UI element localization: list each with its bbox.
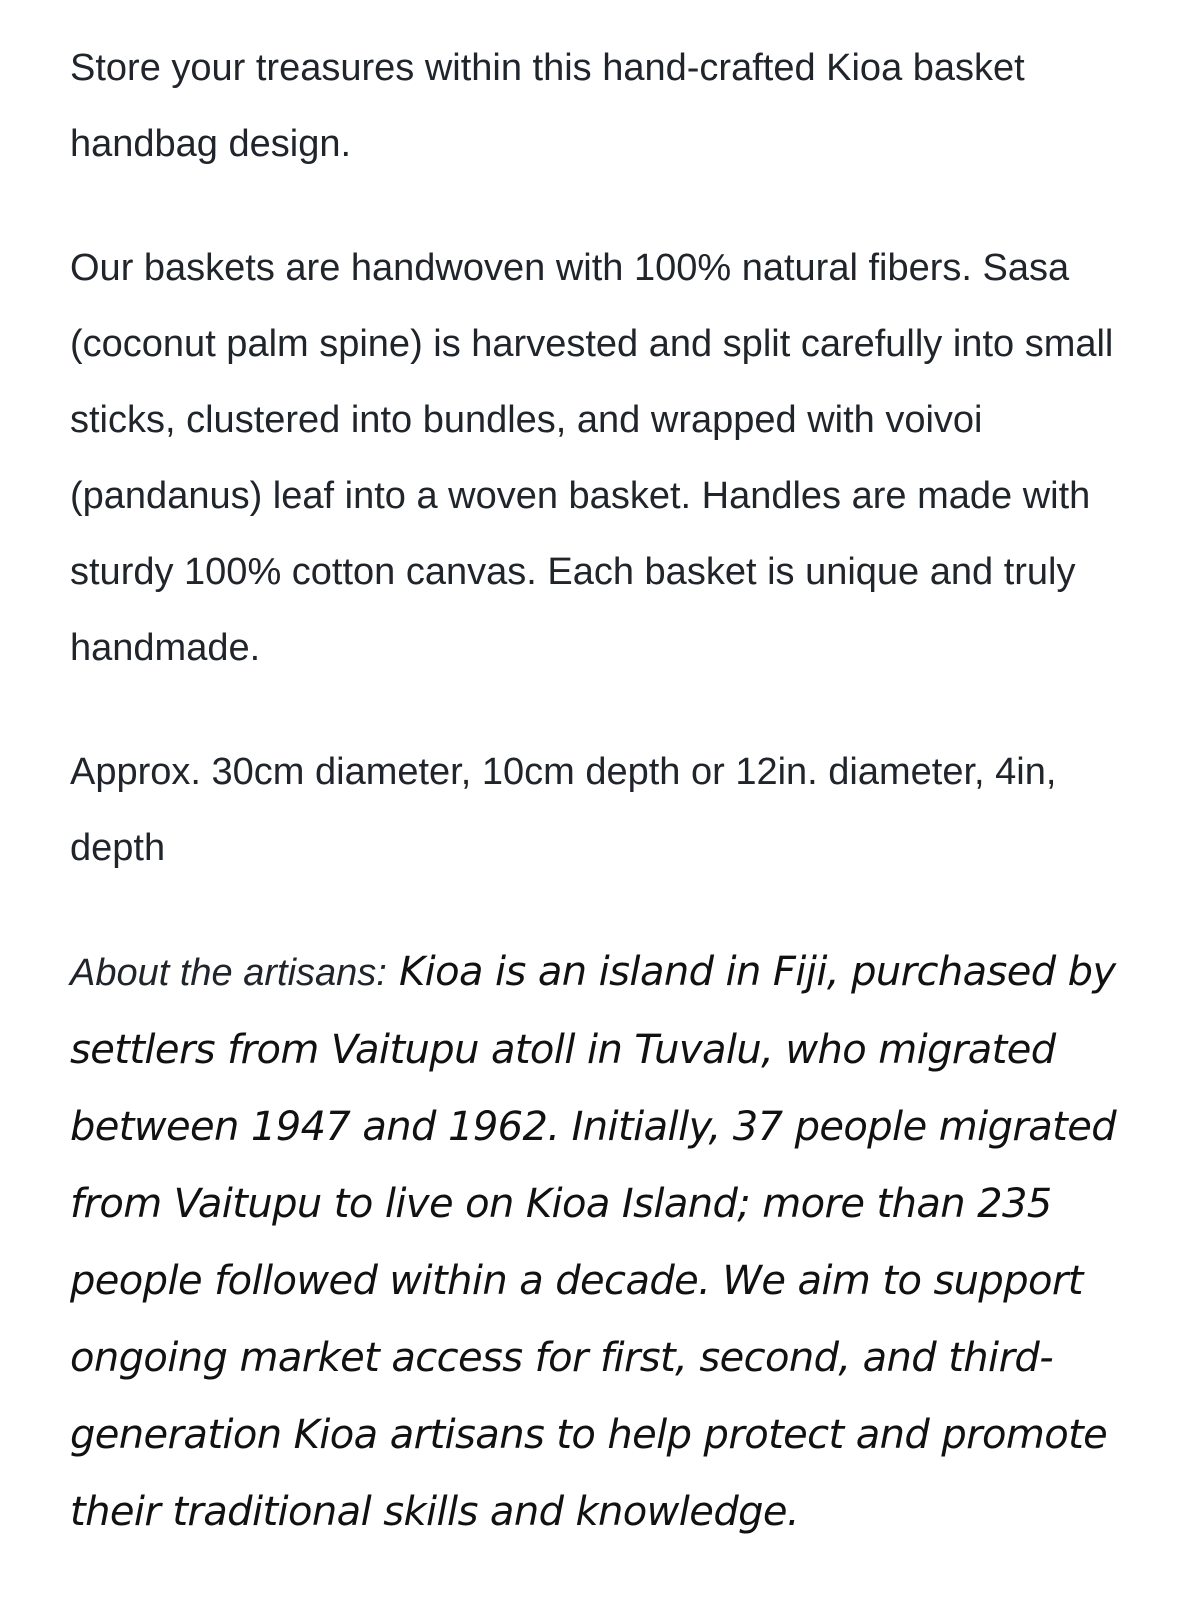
artisans-text: Kioa is an island in Fiji, purchased by settlers from Vaitupu atoll in Tuvalu, who migrated between 1947 and 1962. Initially, 37 people migrated from Vaitupu to live on Kioa Island; more than 235 people followed within a decade. We aim to support ongoing market access for first, second, and third-generation Kioa artisans to help protect and promote their traditional skills and knowledge. (70, 949, 1117, 1535)
artisans-label: About the artisans: (70, 952, 387, 994)
intro-paragraph: Store your treasures within this hand-crafted Kioa basket handbag design. (70, 47, 1025, 165)
dimensions-paragraph: Approx. 30cm diameter, 10cm depth or 12in. diameter, 4in, depth (70, 751, 1057, 869)
product-description (70, 30, 1130, 1551)
artisans-paragraph (70, 934, 1130, 1551)
materials-paragraph: Our baskets are handwoven with 100% natural fibers. Sasa (coconut palm spine) is harvested and split carefully into small sticks, clustered into bundles, and wrapped with voivoi (pandanus) leaf into a woven basket. Handles are made with sturdy 100% cotton canvas. Each basket is unique and truly handmade. (70, 247, 1114, 669)
